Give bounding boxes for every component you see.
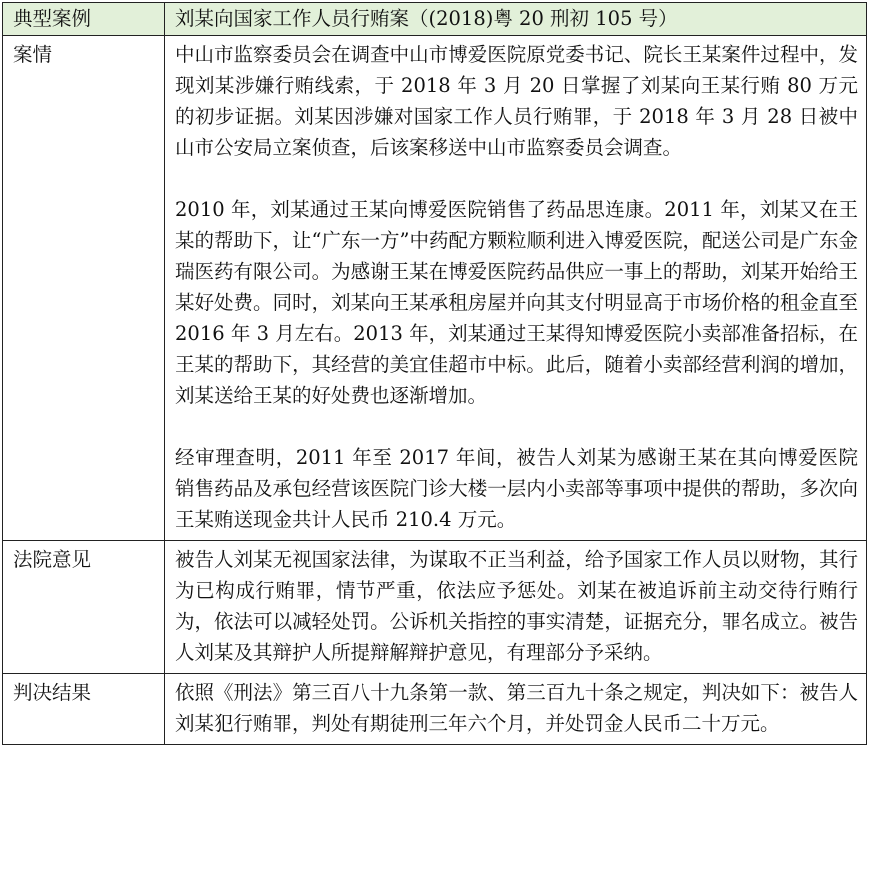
row-content-cell xyxy=(165,674,867,745)
row-label-court-opinion: 法院意见 xyxy=(13,548,92,571)
row-label-cell xyxy=(3,674,165,745)
header-title-cell xyxy=(165,3,867,36)
case-title: 刘某向国家工作人员行贿案（(2018)粤 20 刑初 105 号） xyxy=(175,7,678,30)
row-label-cell xyxy=(3,541,165,674)
row-court-opinion xyxy=(3,541,867,674)
case-facts-paragraph-3: 经审理查明，2011 年至 2017 年间，被告人刘某为感谢王某在其向博爱医院销售药品及承包经营该医院门诊大楼一层内小卖部等事项中提供的帮助，多次向王某贿送现金共计人民币 210.4 万元。 xyxy=(175,446,858,531)
case-facts-paragraph-1: 中山市监察委员会在调查中山市博爱医院原党委书记、院长王某案件过程中，发现刘某涉嫌行贿线索，于 2018 年 3 月 20 日掌握了刘某向王某行贿 80 万元的初步证据。刘某因涉嫌对国家工作人员行贿罪，于 2018 年 3 月 28 日被中山市公安局立案侦查，后该案移送中山市监察委员会调查。 xyxy=(175,43,858,159)
case-facts-paragraph-2: 2010 年，刘某通过王某向博爱医院销售了药品思连康。2011 年，刘某又在王某的帮助下，让“广东一方”中药配方颗粒顺利进入博爱医院，配送公司是广东金瑞医药有限公司。为感谢王某在博爱医院药品供应一事上的帮助，刘某开始给王某好处费。同时，刘某向王某承租房屋并向其支付明显高于市场价格的租金直至 2016 年 3 月左右。2013 年，刘某通过王某得知博爱医院小卖部准备招标，在王某的帮助下，其经营的美宜佳超市中标。此后，随着小卖部经营利润的增加，刘某送给王某的好处费也逐渐增加。 xyxy=(175,198,858,407)
row-label-judgment-result: 判决结果 xyxy=(13,681,92,704)
court-opinion-paragraph: 被告人刘某无视国家法律，为谋取不正当利益，给予国家工作人员以财物，其行为已构成行贿罪，情节严重，依法应予惩处。刘某在被追诉前主动交待行贿行为，依法可以减轻处罚。公诉机关指控的事实清楚，证据充分，罪名成立。被告人刘某及其辩护人所提辩解辩护意见，有理部分予采纳。 xyxy=(175,548,858,664)
row-content-cell xyxy=(165,36,867,541)
header-label-cell xyxy=(3,3,165,36)
header-label: 典型案例 xyxy=(13,7,92,30)
judgment-result-paragraph: 依照《刑法》第三百八十九条第一款、第三百九十条之规定，判决如下：被告人刘某犯行贿罪，判处有期徒刑三年六个月，并处罚金人民币二十万元。 xyxy=(175,681,858,735)
case-table xyxy=(2,2,867,745)
row-case-facts xyxy=(3,36,867,541)
row-label-cell xyxy=(3,36,165,541)
row-label-case-facts: 案情 xyxy=(13,43,53,66)
row-judgment-result xyxy=(3,674,867,745)
header-row xyxy=(3,3,867,36)
row-content-cell xyxy=(165,541,867,674)
